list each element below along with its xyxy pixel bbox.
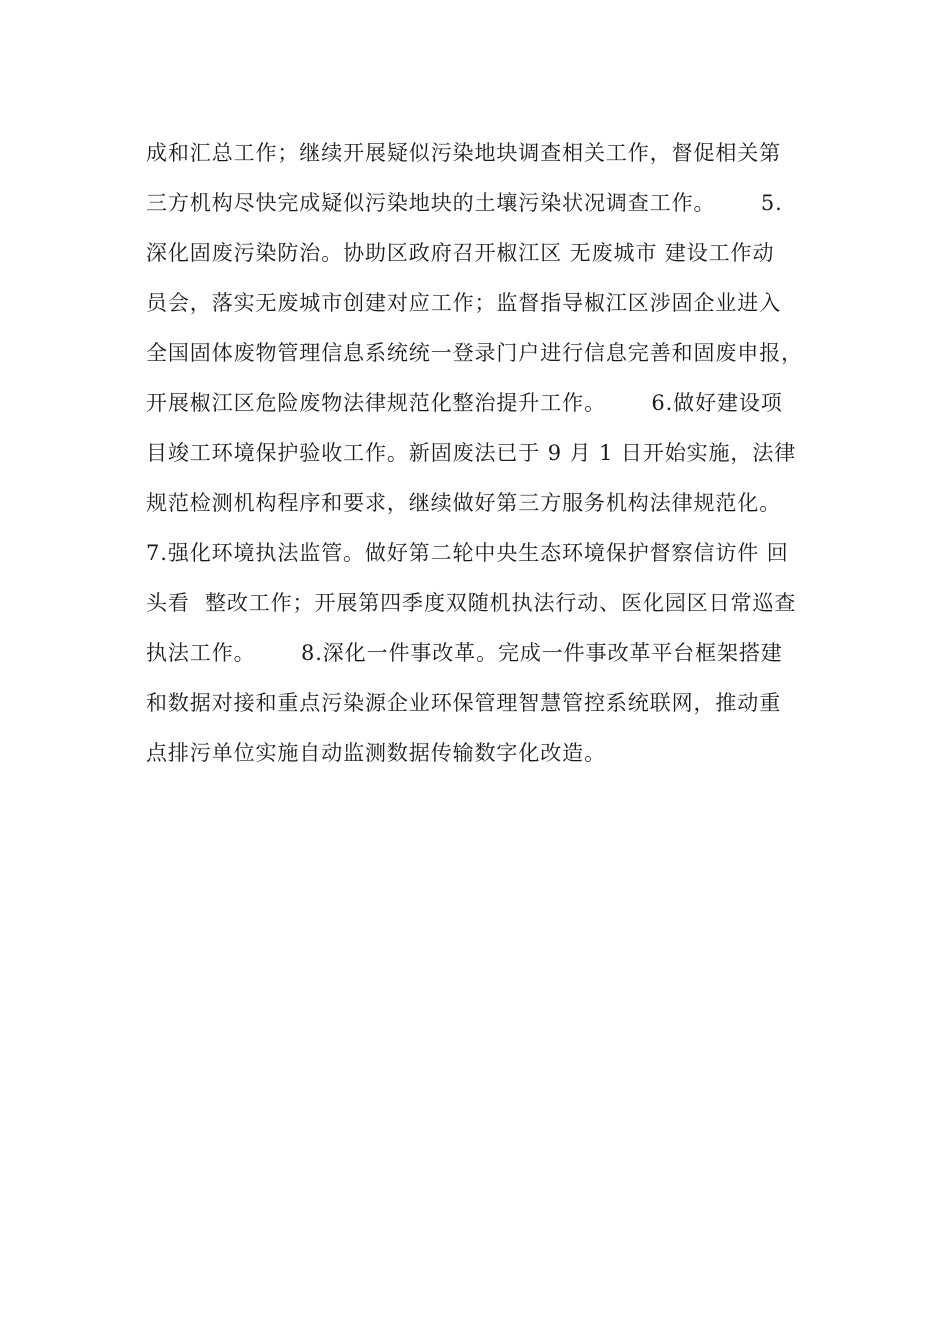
text-line: 全国固体废物管理信息系统统一登录门户进行信息完善和固废申报， <box>146 341 803 365</box>
text-line: 点排污单位实施自动监测数据传输数字化改造。 <box>146 741 606 765</box>
text-line: 员会，落实无废城市创建对应工作；监督指导椒江区涉固企业进入 <box>146 291 782 315</box>
text-line: 和数据对接和重点污染源企业环保管理智慧管控系统联网，推动重 <box>146 691 782 715</box>
body-text <box>146 128 846 778</box>
text-line: 成和汇总工作；继续开展疑似污染地块调查相关工作，督促相关第 <box>146 141 782 165</box>
text-line: 规范检测机构程序和要求，继续做好第三方服务机构法律规范化。 <box>146 491 782 515</box>
text-line: 深化固废污染防治。协助区政府召开椒江区 无废城市 建设工作动 <box>146 241 775 265</box>
text-line: 目竣工环境保护验收工作。新固废法已于 9 月 1 日开始实施，法律 <box>146 441 797 465</box>
text-line: 执法工作。 8.深化一件事改革。完成一件事改革平台框架搭建 <box>146 641 783 665</box>
text-line: 开展椒江区危险废物法律规范化整治提升工作。 6.做好建设项 <box>146 391 783 415</box>
text-line: 三方机构尽快完成疑似污染地块的土壤污染状况调查工作。 5. <box>146 191 783 215</box>
text-line: 头看 整改工作；开展第四季度双随机执法行动、医化园区日常巡查 <box>146 591 797 615</box>
text-line: 7.强化环境执法监管。做好第二轮中央生态环境保护督察信访件 回 <box>146 541 789 565</box>
